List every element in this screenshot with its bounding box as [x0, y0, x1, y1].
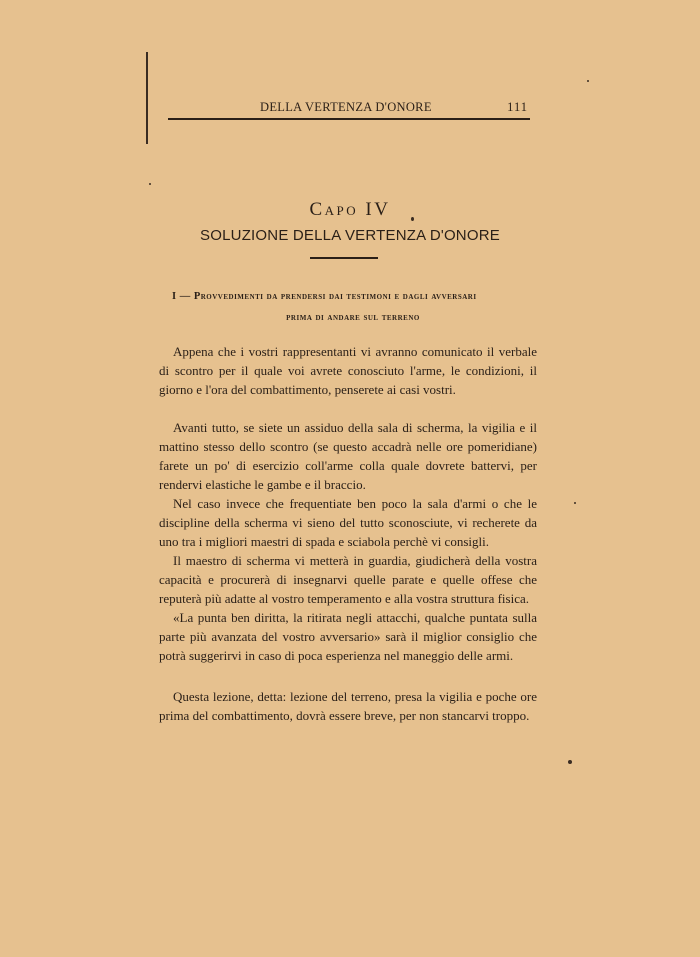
running-head-title: DELLA VERTENZA D'ONORE	[260, 100, 432, 114]
running-head	[168, 100, 530, 120]
header-rule	[168, 118, 530, 120]
page-number: 111	[507, 100, 528, 114]
paragraph: «La punta ben diritta, la ritirata negli attacchi, qualche puntata sulla parte più avanzata del vostro avversario» sarà il miglior consiglio che potrà suggerirvi in caso di poca esperienza nel maneggio delle armi.	[159, 610, 537, 663]
ink-speck	[411, 217, 414, 221]
paragraph: Il maestro di scherma vi metterà in guardia, giudicherà della vostra capacità e procurerà di insegnarvi quelle parate e quelle offese che reputerà più adatte al vostro temperamento e alla vostra struttura fisica.	[159, 553, 537, 606]
ink-speck	[587, 80, 589, 82]
section-heading	[172, 291, 542, 323]
chapter-title: SOLUZIONE DELLA VERTENZA D'ONORE	[200, 227, 500, 244]
ink-speck	[574, 502, 576, 504]
body-text	[159, 342, 537, 725]
ink-speck	[149, 183, 151, 185]
paragraph: Questa lezione, detta: lezione del terreno, presa la vigilia e poche ore prima del combattimento, dovrà essere breve, per non stancarvi troppo.	[159, 689, 537, 723]
margin-rule	[146, 52, 148, 144]
section-heading-line2: prima di andare sul terreno	[286, 312, 420, 323]
section-heading-line1: I — Provvedimenti da prendersi dai testimoni e dagli avversari	[172, 291, 477, 302]
paragraph: Appena che i vostri rappresentanti vi avranno comunicato il verbale di scontro per il quale voi avrete conosciuto l'arme, le condizioni, il giorno e l'ora del combattimento, penserete ai casi vostri.	[159, 344, 537, 397]
chapter-label: Capo IV	[309, 199, 391, 220]
chapter-rule	[310, 257, 378, 259]
paragraph: Avanti tutto, se siete un assiduo della sala di scherma, la vigilia e il mattino stesso dello scontro (se questo accadrà nelle ore pomeridiane) farete un po' di esercizio coll'arme colla quale dovrete battervi, per rendervi elastiche le gambe e il braccio.	[159, 420, 537, 492]
ink-speck	[568, 760, 572, 764]
paragraph: Nel caso invece che frequentiate ben poco la sala d'armi o che le discipline della scherma vi sieno del tutto sconosciute, vi recherete da uno tra i migliori maestri di spada e sciabola perchè vi consigli.	[159, 496, 537, 549]
